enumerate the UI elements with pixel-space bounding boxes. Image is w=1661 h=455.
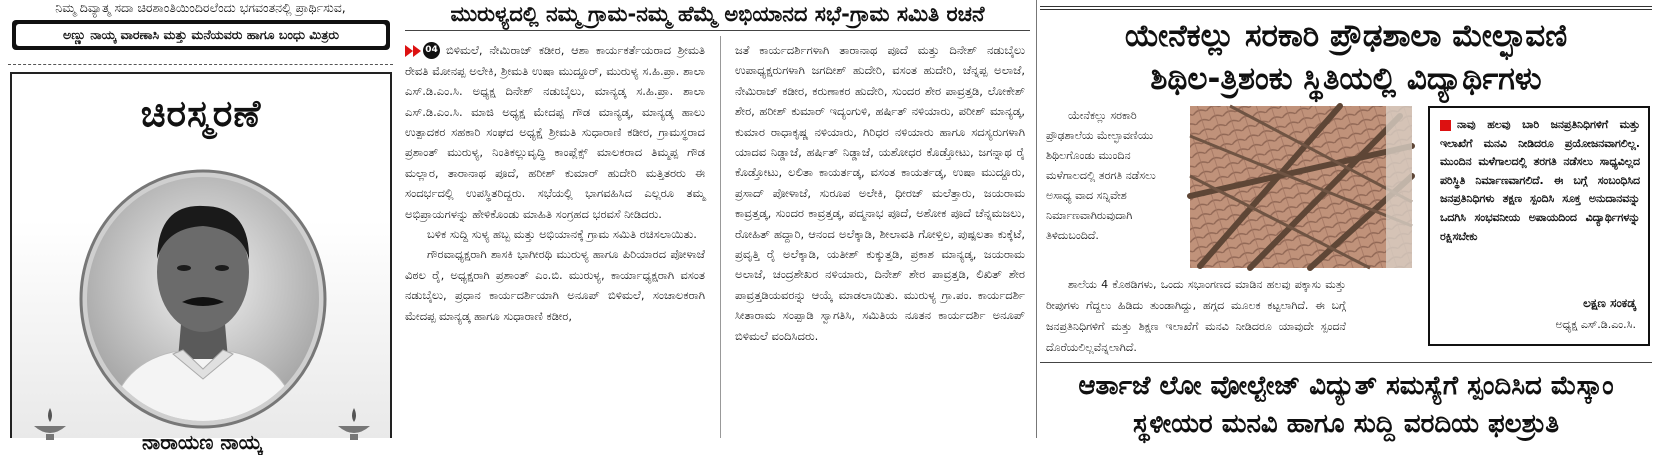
power-headline-line-2: ಸ್ಥಳೀಯರ ಮನವಿ ಹಾಗೂ ಸುದ್ದಿ ವರದಿಯ ಫಲಶ್ರುತಿ: [1132, 409, 1560, 439]
obituary-family-text: ಅಣ್ಣು ನಾಯ್ಕ ವಾರಣಾಸಿ ಮತ್ತು ಮನೆಯವರು ಹಾಗೂ ಬಂಧು ಮಿತ್ರರು: [16, 24, 386, 46]
column-divider: [720, 36, 721, 438]
power-headline-line-1: ಆರ್ತಾಜೆ ಲೋ ವೋಲ್ಟೇಜ್ ವಿದ್ಯುತ್ ಸಮಸ್ಯೆಗೆ ಸ್ಪಂದಿಸಿದ ಮೆಸ್ಕಾಂ: [1078, 371, 1614, 401]
oil-lamp-icon: [30, 404, 70, 444]
paragraph: ಶಾಲೆಯ 4 ಕೊಠಡಿಗಳು, ಒಂದು ಸಭಾಂಗಣದ ಮಾಡಿನ ಹಲವು ಪಕ್ಕಾಸು ಮತ್ತು ರೀಪುಗಳು ಗೆದ್ದಲು ಹಿಡಿದು ತುಂಡಾಗಿದ್ದು, ಹಗ್ಗದ ಮೂಲಕ ಕಟ್ಟಲಾಗಿದೆ. ಈ ಬಗ್ಗೆ ಜನಪ್ರತಿನಿಧಿಗಳಿಗೆ ಮತ್ತು ಶಿಕ್ಷಣ ಇಲಾಖೆಗೆ ಮನವಿ ನೀಡಿದರೂ ಯಾವುದೇ ಸ್ಪಂದನೆ ದೊರೆಯಲಿಲ್ಲವೆನ್ನಲಾಗಿದೆ.: [1046, 278, 1346, 354]
column-divider: [1036, 0, 1037, 438]
meeting-headline: ಮುರುಳ್ಯದಲ್ಲಿ ನಮ್ಮ ಗ್ರಾಮ-ನಮ್ಮ ಹೆಮ್ಮೆ ಅಭಿಯಾನದ ಸಭೆ-ಗ್ರಾಮ ಸಮಿತಿ ರಚನೆ: [450, 2, 985, 26]
school-bottom-text: [1046, 274, 1346, 354]
obituary-title: ಚಿರಸ್ಮರಣೆ: [140, 92, 262, 135]
dashed-separator: [8, 64, 393, 65]
quote-author-name: ಲಕ್ಷಣ ಸಂಕಡ್ಕ: [1583, 296, 1636, 310]
quote-author-role: ಅಧ್ಯಕ್ಷ ಎಸ್.ಡಿ.ಎಂ.ಸಿ.: [1555, 318, 1636, 331]
portrait-photo: [78, 164, 328, 424]
oil-lamp-icon: [334, 404, 374, 444]
double-rule: [1040, 6, 1652, 10]
obituary-prayer-line: ನಿಮ್ಮ ದಿವ್ಯಾತ್ಮ ಸದಾ ಚಿರಶಾಂತಿಯಿಂದಿರಲೆಂದು ಭಗವಂತನಲ್ಲಿ ಪ್ರಾರ್ಥಿಸುವ,: [55, 0, 346, 15]
obituary-column: [0, 0, 400, 454]
red-square-icon: [1440, 120, 1451, 131]
quote-text-block: [1440, 116, 1640, 246]
paragraph-text: ಬಿಳಿಮಲೆ, ನೇಮಿರಾಜ್ ಕಡೀರ, ಆಶಾ ಕಾರ್ಯಕರ್ತೆಯರಾದ ಶ್ರೀಮತಿ ರೇವತಿ ಮೋನಪ್ಪ ಅಲೇಕಿ, ಶ್ರೀಮತಿ ಉಷಾ ಮುದ್ದೂರ್, ಮುರುಳ್ಯ ಸ.ಹಿ.ಪ್ರಾ. ಶಾಲಾ ಎಸ್.ಡಿ.ಎಂ.ಸಿ. ಅಧ್ಯಕ್ಷ ದಿನೇಶ್ ನಡುಬೈಲು, ಮಾನ್ಯಡ್ಕ ಸ.ಹಿ.ಪ್ರಾ. ಶಾಲಾ ಎಸ್.ಡಿ.ಎಂ.ಸಿ. ಮಾಜಿ ಅಧ್ಯಕ್ಷ ಮೇದಪ್ಪ ಗೌಡ ಮಾನ್ಯಡ್ಕ, ಮಾನ್ಯಡ್ಕ ಹಾಲು ಉತ್ಪಾದಕರ ಸಹಕಾರಿ ಸಂಘದ ಅಧ್ಯಕ್ಷೆ ಶ್ರೀಮತಿ ಸುಧಾರಾಣಿ ಕಡೀರ, ಗ್ರಾಮಸ್ಥರಾದ ಪ್ರಶಾಂತ್ ಮುರುಳ್ಯ, ನಿಂತಿಕಲ್ಲುವೃದ್ಧಿ ಕಾಂಪ್ಲೆಕ್ಸ್ ಮಾಲಕರಾದ ತಿಮ್ಮಪ್ಪ ಗೌಡ ಮಲ್ಲಾರ, ತಾರಾನಾಥ ಪೂದೆ, ಹರೀಶ್ ಕುಮಾರ್ ಹುದೇರಿ ಮತ್ತಿತರರು ಈ ಸಂದರ್ಭದಲ್ಲಿ ಉಪಸ್ಥಿತರಿದ್ದರು. ಸಭೆಯಲ್ಲಿ ಭಾಗವಹಿಸಿದ ಎಲ್ಲರೂ ತಮ್ಮ ಅಭಿಪ್ರಾಯಗಳನ್ನು ಹೇಳಿಕೊಂಡು ಮಾಹಿತಿ ಸಂಗ್ರಹದ ಭರವಸೆ ನೀಡಿದರು.: [405, 43, 705, 221]
school-side-text: [1046, 106, 1178, 266]
article-rule: [1040, 362, 1652, 363]
headline-rule: [405, 30, 1030, 31]
meeting-text-column-b: [735, 40, 1025, 438]
paragraph: [405, 40, 705, 224]
paragraph: ಗೌರವಾಧ್ಯಕ್ಷರಾಗಿ ಶಾಸಕಿ ಭಾಗೀರಥಿ ಮುರುಳ್ಯ ಹಾಗೂ ಪಿರಿಯಾರದ ಪೋಳಾಜೆ ವಿಠಲ ರೈ, ಅಧ್ಯಕ್ಷರಾಗಿ ಪ್ರಶಾಂತ್ ಎಂ.ಬಿ. ಮುರುಳ್ಯ, ಕಾರ್ಯಾಧ್ಯಕ್ಷರಾಗಿ ವಸಂತ ನಡುಬೈಲು, ಪ್ರಧಾನ ಕಾರ್ಯದರ್ಶಿಯಾಗಿ ಅನೂಪ್ ಬಿಳಿಮಲೆ, ಸಂಚಾಲಕರಾಗಿ ಮೇದಪ್ಪ ಮಾನ್ಯಡ್ಕ ಹಾಗೂ ಸುಧಾರಾಣಿ ಕಡೀರ,: [405, 247, 705, 323]
school-headline-line-2: ಶಿಥಿಲ-ತ್ರಿಶಂಕು ಸ್ಥಿತಿಯಲ್ಲಿ ವಿದ್ಯಾರ್ಥಿಗಳು: [1150, 61, 1542, 97]
quote-text: ನಾವು ಹಲವು ಬಾರಿ ಜನಪ್ರತಿನಿಧಿಗಳಿಗೆ ಮತ್ತು ಇಲಾಖೆಗೆ ಮನವಿ ನೀಡಿದರೂ ಪ್ರಯೋಜನವಾಗಲಿಲ್ಲ. ಮುಂದಿನ ಮಳೆಗಾಲದಲ್ಲಿ ತರಗತಿ ನಡೆಸಲು ಸಾಧ್ಯವಿಲ್ಲದ ಪರಿಸ್ಥಿತಿ ನಿರ್ಮಾಣವಾಗಲಿದೆ. ಈ ಬಗ್ಗೆ ಸಂಬಂಧಿಸಿದ ಜನಪ್ರತಿನಿಧಿಗಳು ತಕ್ಷಣ ಸ್ಪಂದಿಸಿ ಸೂಕ್ತ ಅನುದಾನವನ್ನು ಒದಗಿಸಿ ಸಂಭವನೀಯ ಅಪಾಯದಿಂದ ವಿದ್ಯಾರ್ಥಿಗಳನ್ನು ರಕ್ಷಿಸಬೇಕು: [1440, 118, 1640, 243]
paragraph: ಜತೆ ಕಾರ್ಯದರ್ಶಿಗಳಾಗಿ ತಾರಾನಾಥ ಪೂದೆ ಮತ್ತು ದಿನೇಶ್ ನಡುಬೈಲು ಉಪಾಧ್ಯಕ್ಷರುಗಳಾಗಿ ಜಗದೀಶ್ ಹುದೇರಿ, ವಸಂತ ಹುದೇರಿ, ಚೆನ್ನಪ್ಪ ಅಲಾಜೆ, ನೇಮಿರಾಜ್ ಕಡೀರ, ಕರುಣಾಕರ ಹುದೇರಿ, ಸುಂದರ ಶೇರ ಪಾವ್ರತ್ತಡಿ, ಲೋಕೇಶ್ ಶೇರ, ಹರೀಶ್ ಕುಮಾರ್ ಇದ್ಯಂಗುಳಿ, ಹರ್ಷಿತ್ ನಳಿಯಾರು, ಪರೀಶ್ ಮಾನ್ಯಡ್ಕ, ಕುಮಾರ ರಾಧಾಕೃಷ್ಣ ನಳಿಯಾರು, ಗಿರಿಧರ ನಳಿಯಾರು ಹಾಗೂ ಸದಸ್ಯರುಗಳಾಗಿ ಯಾದವ ನಿಡ್ಡಾಜೆ, ಹರ್ಷಿತ್ ನಿಡ್ಡಾಜೆ, ಯಶೋಧರ ಕೊಡ್ತೋಟು, ಜಗನ್ನಾಥ ರೈ ಕೊಡ್ತೋಟು, ಲಲಿತಾ ಕಾಯರ್ತಡ್ಕ, ವಸಂತ ಕಾಯರ್ತಡ್ಕ, ಉಷಾ ಮುದ್ದೂರು, ಪ್ರಸಾದ್ ಪೋಳಾಜೆ, ಸುರೂಪ ಅಲೇಕಿ, ಧೀರಜ್ ಮಲೆತ್ತಾರು, ಜಯರಾಮ ಕಾವ್ರತ್ತಡ್ಕ, ಸುಂದರ ಕಾವ್ರತ್ತಡ್ಕ, ಪದ್ಮನಾಭ ಪೂದೆ, ಅಶೋಕ ಪೂದೆ ಚೆನ್ನಮಜಲು, ರೋಹಿತ್ ಹದ್ದಾರಿ, ಆನಂದ ಅಲೆಕ್ಕಾಡಿ, ಶೀಲಾವತಿ ಗೋಳ್ತಿಲ, ಪುಷ್ಪಲತಾ ಕುಕ್ಕೆಟೆ, ಪ್ರವೃತ್ತಿ ರೈ ಅಲೆಕ್ಕಾಡಿ, ಯತೀಶ್ ಕುಕ್ಕುತ್ತಡಿ, ಪ್ರಕಾಶ ಮಾನ್ಯಡ್ಕ, ಜಯರಾಮ ಅಲಾಜೆ, ಚಂದ್ರಶೇಖರ ನಳಿಯಾರು, ದಿನೇಶ್ ಶೇರ ಪಾವ್ರತ್ತಡಿ, ಲಿಖಿತ್ ಶೇರ ಪಾವ್ರತ್ತಡಿಯವರನ್ನು ಆಯ್ಕೆ ಮಾಡಲಾಯಿತು. ಮುರುಳ್ಯ ಗ್ರಾ.ಪಂ. ಕಾರ್ಯದರ್ಶಿ ಸೀತಾರಾಮ ಸಂಪ್ಪಾಡಿ ಸ್ವಾಗತಿಸಿ, ಸಮಿತಿಯ ನೂತನ ಕಾರ್ಯದರ್ಶಿ ಅನೂಪ್ ಬಿಳಿಮಲೆ ವಂದಿಸಿದರು.: [735, 43, 1025, 343]
red-arrow-icon: [413, 45, 421, 57]
meeting-text-column-a: [405, 40, 705, 438]
school-headline-line-1: ಯೇನೆಕಲ್ಲು ಸರಕಾರಿ ಪ್ರೌಢಶಾಲಾ ಮೇಲ್ಛಾವಣಿ: [1124, 18, 1568, 54]
article-marker: [405, 40, 440, 60]
paragraph: ಬಳಿಕ ಸುದ್ದಿ ಸುಳ್ಯ ಹಬ್ಬ ಮತ್ತು ಅಭಿಯಾನಕ್ಕೆ ಗ್ರಾಮ ಸಮಿತಿ ರಚಿಸಲಾಯಿತು.: [427, 226, 697, 241]
red-arrow-icon: [405, 45, 413, 57]
obituary-frame: [10, 72, 392, 454]
obituary-family-box: [12, 20, 390, 50]
deceased-name: ನಾರಾಯಣ ನಾಯ್ಕ: [142, 430, 262, 454]
school-article: [1040, 0, 1661, 438]
paragraph: ಯೇನೆಕಲ್ಲು ಸರಕಾರಿ ಪ್ರೌಢಶಾಲೆಯ ಮೇಲ್ಛಾವಣಿಯು ಶಿಥಿಲಗೊಂಡು ಮುಂದಿನ ಮಳೆಗಾಲದಲ್ಲಿ ತರಗತಿ ನಡೆಸಲು ಅಸಾಧ್ಯ ವಾದ ಸನ್ನಿವೇಶ ನಿರ್ಮಾಣವಾಗಿರುವುದಾಗಿ ತಿಳಿದುಬಂದಿದೆ.: [1046, 109, 1156, 242]
roof-photo: [1190, 106, 1412, 268]
quote-box: [1428, 106, 1650, 346]
meeting-article: [405, 0, 1035, 438]
marker-number: 04: [423, 42, 440, 59]
